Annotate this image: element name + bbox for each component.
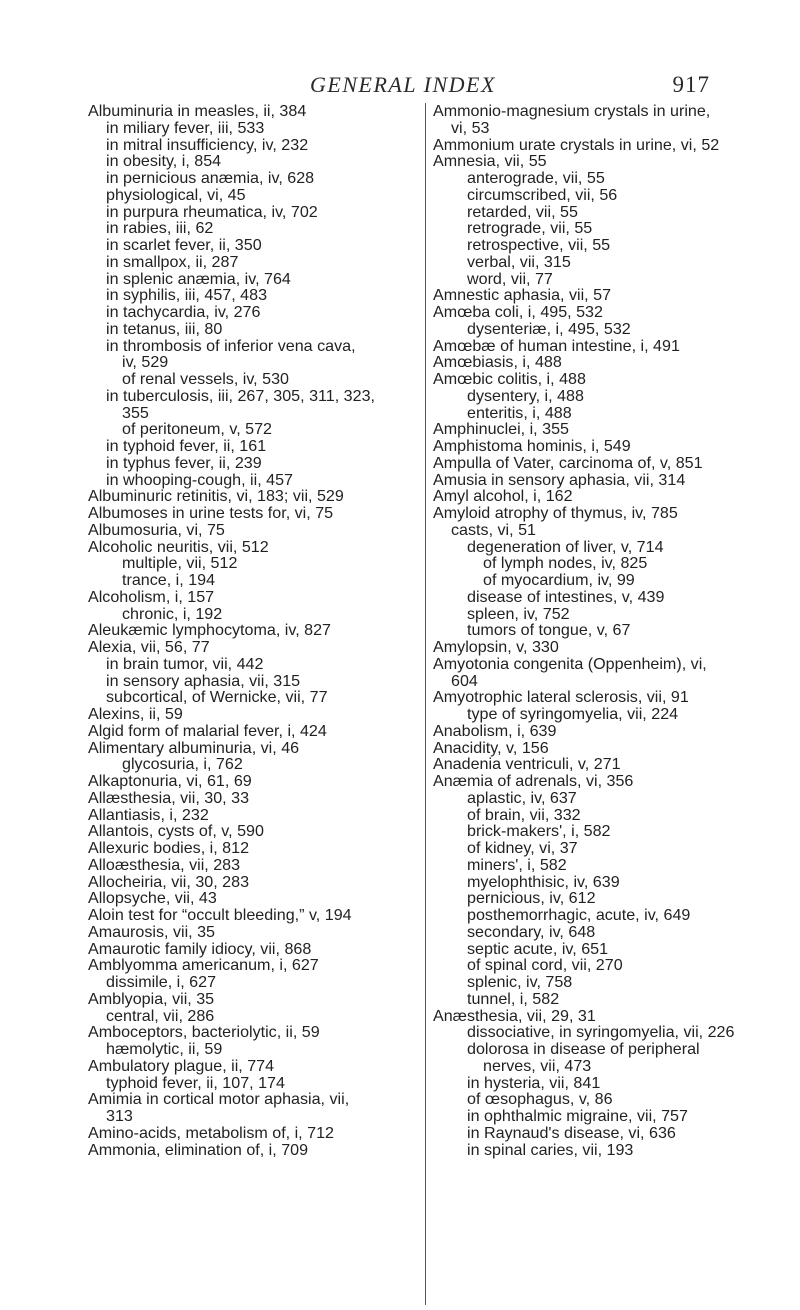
index-subentry: typhoid fever, ii, 107, 174: [106, 1073, 285, 1092]
index-entry: Albumoses in urine tests for, vi, 75: [88, 504, 334, 522]
index-entry: Alcoholic neuritis, vii, 512: [88, 537, 269, 556]
index-entry: Amylopsin, v, 330: [433, 638, 559, 656]
index-subentry: verbal, vii, 315: [467, 252, 571, 271]
index-subentry: trance, i, 194: [122, 571, 216, 589]
index-entry: Amyotonia congenita (Oppenheim), vi,: [433, 654, 707, 673]
index-subentry: physiological, vi, 45: [106, 185, 246, 204]
index-subentry: dissimile, i, 627: [106, 973, 217, 991]
index-subentry: of myocardium, iv, 99: [483, 571, 635, 589]
index-entry: Anabolism, i, 639: [433, 721, 557, 740]
index-entry: Anadenia ventriculi, v, 271: [433, 755, 621, 774]
index-subentry: dysentery, i, 488: [467, 386, 584, 405]
index-subentry: circumscribed, vii, 56: [467, 185, 618, 204]
index-subentry: type of syringomyelia, vii, 224: [467, 705, 679, 723]
index-subentry: 355: [122, 403, 149, 422]
index-entry: Alexia, vii, 56, 77: [88, 638, 210, 656]
index-entry: Alcoholism, i, 157: [88, 587, 215, 606]
index-entry: Ammonio-magnesium crystals in urine,: [433, 102, 711, 120]
page-header: [0, 72, 800, 102]
index-subentry: chronic, i, 192: [122, 604, 223, 623]
index-entry: Allopsyche, vii, 43: [88, 889, 217, 908]
index-entry: Amyotrophic lateral sclerosis, vii, 91: [433, 688, 689, 707]
index-entry: Amblyomma americanum, i, 627: [88, 956, 319, 975]
index-subentry: spleen, iv, 752: [467, 604, 570, 623]
index-entry: Amœbæ of human intestine, i, 491: [433, 336, 680, 355]
index-subentry: tunnel, i, 582: [467, 989, 560, 1008]
index-subentry: in miliary fever, iii, 533: [106, 118, 265, 137]
index-entry: Aloin test for “occult bleeding,” v, 194: [88, 906, 352, 924]
index-subentry: disease of intestines, v, 439: [467, 587, 665, 606]
index-entry: Ammonia, elimination of, i, 709: [88, 1140, 309, 1159]
index-entry: Anæsthesia, vii, 29, 31: [433, 1006, 596, 1025]
index-entry: Amphistoma hominis, i, 549: [433, 437, 631, 455]
index-subentry: in brain tumor, vii, 442: [106, 654, 264, 673]
index-subentry: of spinal cord, vii, 270: [467, 956, 623, 975]
index-subentry: in smallpox, ii, 287: [106, 252, 239, 271]
index-entry: Albuminuria in measles, ii, 384: [88, 102, 307, 120]
index-subentry: in whooping-cough, ii, 457: [106, 470, 293, 489]
index-subentry: in splenic anæmia, iv, 764: [106, 269, 291, 288]
index-subentry: in scarlet fever, ii, 350: [106, 236, 262, 254]
index-subentry: brick-makers', i, 582: [467, 822, 611, 841]
index-entry: Alimentary albuminuria, vi, 46: [88, 738, 300, 757]
index-subentry: in tetanus, iii, 80: [106, 319, 223, 338]
index-entry: Amboceptors, bacteriolytic, ii, 59: [88, 1023, 320, 1042]
index-entry: Anæmia of adrenals, vi, 356: [433, 772, 634, 790]
index-entry: Amphinuclei, i, 355: [433, 420, 569, 439]
index-subentry: dysenteriæ, i, 495, 532: [467, 319, 631, 338]
index-subentry: retrograde, vii, 55: [467, 219, 593, 238]
running-title: GENERAL INDEX: [310, 72, 496, 97]
index-subentry: splenic, iv, 758: [467, 973, 573, 991]
index-subentry: miners', i, 582: [467, 855, 567, 874]
index-subentry: nerves, vii, 473: [483, 1056, 592, 1075]
index-entry: Alkaptonuria, vi, 61, 69: [88, 772, 252, 790]
index-subentry: word, vii, 77: [467, 269, 553, 288]
index-subentry: in mitral insufficiency, iv, 232: [106, 135, 309, 154]
index-entry: Aleukæmic lymphocytoma, iv, 827: [88, 621, 331, 640]
index-subentry: multiple, vii, 512: [122, 554, 238, 573]
index-subentry: degeneration of liver, v, 714: [467, 537, 664, 556]
index-entry: Allantois, cysts of, v, 590: [88, 822, 264, 841]
index-subentry: tumors of tongue, v, 67: [467, 621, 631, 640]
index-entry: Amyl alcohol, i, 162: [433, 487, 573, 506]
page-number: 917: [672, 72, 710, 97]
index-subentry: retrospective, vii, 55: [467, 236, 611, 254]
index-entry: Amyloid atrophy of thymus, iv, 785: [433, 504, 678, 522]
index-subentry: of brain, vii, 332: [467, 805, 581, 824]
index-entry: Amœbic colitis, i, 488: [433, 370, 586, 388]
index-subentry: in tachycardia, iv, 276: [106, 303, 261, 321]
index-entry: Alloæsthesia, vii, 283: [88, 855, 241, 874]
index-entry: Allexuric bodies, i, 812: [88, 839, 250, 857]
index-entry: Ambulatory plague, ii, 774: [88, 1056, 275, 1075]
index-entry: Alexins, ii, 59: [88, 705, 183, 723]
index-subentry: central, vii, 286: [106, 1006, 215, 1025]
index-subentry: of kidney, vi, 37: [467, 839, 578, 857]
index-subentry: in pernicious anæmia, iv, 628: [106, 169, 315, 187]
index-entry: Albumosuria, vi, 75: [88, 520, 225, 539]
index-entry: Amaurotic family idiocy, vii, 868: [88, 939, 312, 958]
index-subentry: dolorosa in disease of peripheral: [467, 1040, 700, 1058]
index-entry: Amnestic aphasia, vii, 57: [433, 286, 612, 305]
index-subentry: secondary, iv, 648: [467, 922, 596, 941]
index-entry: Amusia in sensory aphasia, vii, 314: [433, 470, 686, 489]
index-subentry: in syphilis, iii, 457, 483: [106, 286, 268, 305]
index-subentry: in purpura rheumatica, iv, 702: [106, 202, 318, 221]
index-subentry: in typhus fever, ii, 239: [106, 453, 262, 472]
index-entry: Allocheiria, vii, 30, 283: [88, 872, 250, 891]
index-entry: Amœbiasis, i, 488: [433, 353, 562, 372]
index-subentry: of lymph nodes, iv, 825: [483, 554, 648, 573]
index-entry: Amblyopia, vii, 35: [88, 989, 215, 1008]
index-column-right: [433, 103, 767, 1158]
index-subentry: 313: [106, 1107, 133, 1125]
index-subentry: septic acute, iv, 651: [467, 939, 609, 958]
index-subentry: aplastic, iv, 637: [467, 788, 577, 807]
index-subentry: in rabies, iii, 62: [106, 219, 214, 238]
index-entry: Albuminuric retinitis, vi, 183; vii, 529: [88, 487, 344, 506]
index-subentry: in obesity, i, 854: [106, 152, 222, 171]
index-entry: Amaurosis, vii, 35: [88, 922, 216, 941]
index-subentry: of peritoneum, v, 572: [122, 420, 272, 439]
index-subentry: posthemorrhagic, acute, iv, 649: [467, 906, 691, 924]
index-subentry: in thrombosis of inferior vena cava,: [106, 336, 356, 355]
index-subentry: glycosuria, i, 762: [122, 755, 243, 774]
index-entry: Algid form of malarial fever, i, 424: [88, 721, 327, 740]
index-entry: Allæsthesia, vii, 30, 33: [88, 788, 250, 807]
index-subentry: in typhoid fever, ii, 161: [106, 437, 267, 455]
index-entry: Amœba coli, i, 495, 532: [433, 303, 603, 321]
index-entry: Amimia in cortical motor aphasia, vii,: [88, 1090, 350, 1109]
index-entry: Ammonium urate crystals in urine, vi, 52: [433, 135, 720, 154]
index-subentry: anterograde, vii, 55: [467, 169, 605, 187]
index-entry: Allantiasis, i, 232: [88, 805, 209, 824]
index-subentry: hæmolytic, ii, 59: [106, 1040, 223, 1058]
column-divider: [425, 103, 426, 1305]
index-subentry: enteritis, i, 488: [467, 403, 572, 422]
index-entry: Ampulla of Vater, carcinoma of, v, 851: [433, 453, 703, 472]
index-subentry: in spinal caries, vii, 193: [467, 1140, 634, 1159]
index-column-left: [88, 103, 422, 1158]
index-entry: Anacidity, v, 156: [433, 738, 549, 757]
index-subentry: retarded, vii, 55: [467, 202, 578, 221]
index-subentry: in ophthalmic migraine, vii, 757: [467, 1107, 688, 1125]
index-subentry: dissociative, in syringomyelia, vii, 226: [467, 1023, 735, 1042]
index-subentry: iv, 529: [122, 353, 169, 372]
index-subentry: in hysteria, vii, 841: [467, 1073, 601, 1092]
index-entry: Amnesia, vii, 55: [433, 152, 547, 171]
index-subentry: in sensory aphasia, vii, 315: [106, 671, 301, 690]
index-subentry: casts, vi, 51: [451, 520, 536, 539]
index-subentry: of renal vessels, iv, 530: [122, 370, 289, 388]
index-subentry: pernicious, iv, 612: [467, 889, 596, 908]
index-subentry: subcortical, of Wernicke, vii, 77: [106, 688, 328, 707]
index-subentry: of œsophagus, v, 86: [467, 1090, 613, 1109]
index-subentry: in Raynaud's disease, vi, 636: [467, 1123, 676, 1142]
index-subentry: 604: [451, 671, 478, 690]
index-subentry: in tuberculosis, iii, 267, 305, 311, 323,: [106, 386, 375, 405]
index-entry: Amino-acids, metabolism of, i, 712: [88, 1123, 334, 1142]
index-subentry: vi, 53: [451, 118, 490, 137]
index-subentry: myelophthisic, iv, 639: [467, 872, 620, 891]
